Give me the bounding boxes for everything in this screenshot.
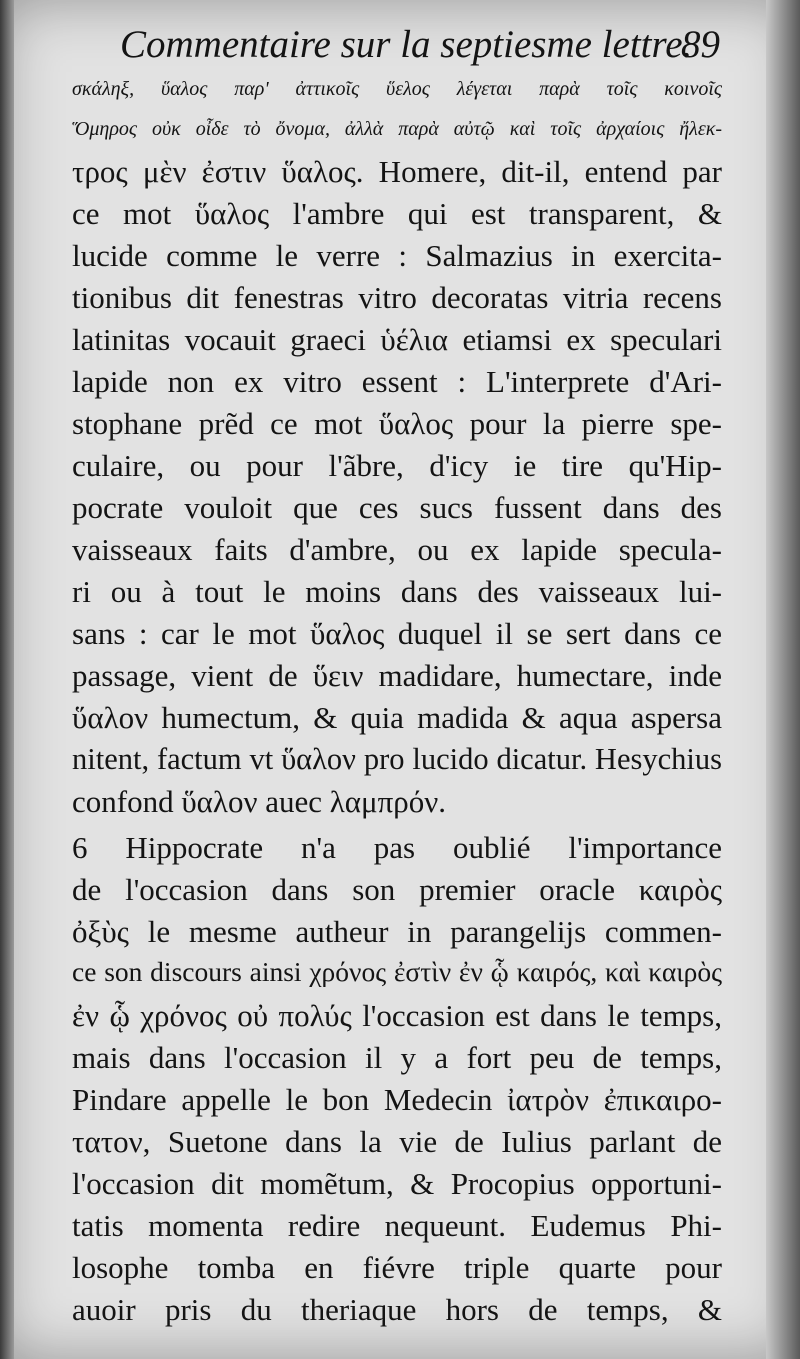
text-line: lucide comme le verre : Salmazius in exercita-: [72, 238, 722, 273]
text-line: sans : car le mot ὕαλος duquel il se sert dans ce: [72, 616, 722, 651]
text-line: mais dans l'occasion il y a fort peu de temps,: [72, 1040, 722, 1075]
text-line: τατον, Suetone dans la vie de Iulius parlant de: [72, 1124, 722, 1159]
text-line: τρος μὲν ἐστιν ὕαλος. Homere, dit-il, entend par: [72, 154, 722, 189]
text-line: vaisseaux faits d'ambre, ou ex lapide specula-: [72, 532, 722, 567]
text-line: auoir pris du theriaque hors de temps, &: [72, 1292, 722, 1327]
text-line: lapide non ex vitro essent : L'interprete d'Ari-: [72, 364, 722, 399]
text-line: confond ὕαλον auec λαμπρόν.: [72, 784, 447, 819]
text-line: de l'occasion dans son premier oracle καιρὸς: [72, 872, 722, 907]
text-line: ὕαλον humectum, & quia madida & aqua aspersa: [72, 700, 722, 735]
text-line: ce mot ὕαλος l'ambre qui est transparent, &: [72, 196, 722, 231]
running-header: [120, 22, 720, 74]
text-line: pocrate vouloit que ces sucs fussent dans des: [72, 490, 722, 525]
text-line: ἐν ᾧ χρόνος οὐ πολύς l'occasion est dans le temps,: [72, 998, 722, 1033]
text-line: 6 Hippocrate n'a pas oublié l'importance: [72, 830, 722, 865]
page-edge-shadow: [766, 0, 800, 1359]
text-line: stophane prẽd ce mot ὕαλος pour la pierre spe-: [72, 406, 722, 441]
text-line: tatis momenta redire nequeunt. Eudemus Phi-: [72, 1208, 722, 1243]
text-line: losophe tomba en fiévre triple quarte pour: [72, 1250, 722, 1285]
text-line: l'occasion dit momẽtum, & Procopius opportuni-: [72, 1166, 722, 1201]
text-line: culaire, ou pour l'ãbre, d'icy ie tire qu'Hip-: [72, 448, 722, 483]
text-line: Ὅμηρος οὐκ οἶδε τὸ ὄνομα, ἀλλὰ παρὰ αὐτῷ καὶ τοῖς ἀρχαίοις ἤλεκ-: [72, 118, 722, 140]
text-line: σκάληξ, ὕαλος παρ' ἀττικοῖς ὕελος λέγεται παρὰ τοῖς κοινοῖς: [72, 78, 722, 100]
running-title: Commentaire sur la septiesme lettre.: [120, 23, 693, 66]
text-line: latinitas vocauit graeci ὑέλια etiamsi ex speculari: [72, 322, 722, 357]
page-number: 89: [681, 23, 720, 66]
text-line: tionibus dit fenestras vitro decoratas vitria recens: [72, 280, 722, 315]
text-line: Pindare appelle le bon Medecin ἰατρὸν ἐπικαιρο-: [72, 1082, 722, 1117]
text-line: ri ou à tout le moins dans des vaisseaux lui-: [72, 574, 722, 609]
text-line: passage, vient de ὕειν madidare, humectare, inde: [72, 658, 722, 693]
text-line: ce son discours ainsi χρόνος ἐστὶν ἐν ᾧ καιρός, καὶ καιρὸς: [72, 956, 722, 987]
page-gutter-shadow: [0, 0, 14, 1359]
text-line: ὀξὺς le mesme autheur in parangelijs commen-: [72, 914, 722, 949]
text-line: nitent, factum vt ὕαλον pro lucido dicatur. Hesychius: [72, 742, 722, 776]
